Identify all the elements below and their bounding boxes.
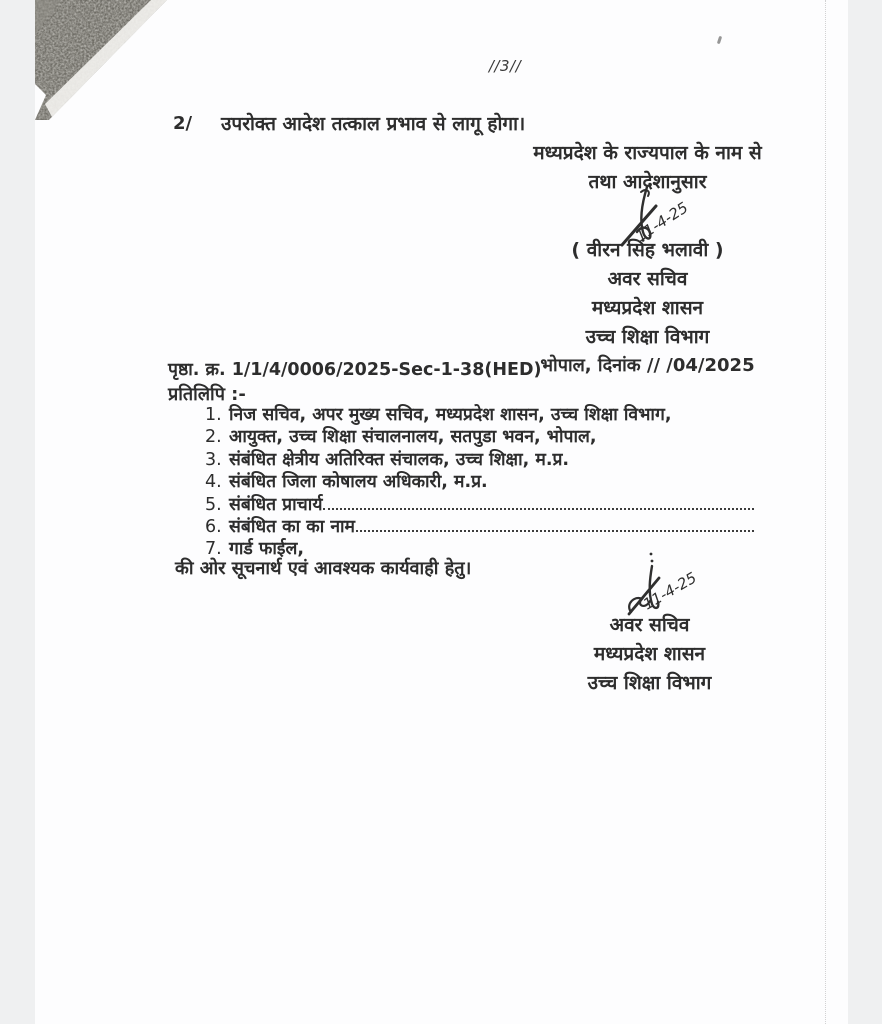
item-text: संबंधित का का नाम bbox=[229, 517, 356, 538]
item-number: 2. bbox=[205, 427, 222, 448]
list-item bbox=[205, 404, 755, 426]
scan-speck bbox=[717, 36, 722, 45]
dotted-blank-line bbox=[356, 530, 754, 532]
copy-to-list bbox=[205, 404, 755, 561]
item-text: संबंधित क्षेत्रीय अतिरिक्त संचालक, उच्च शिक्षा, म.प्र. bbox=[229, 449, 570, 470]
scan-corner-artifact bbox=[35, 0, 180, 125]
list-item bbox=[205, 426, 755, 448]
item-number: 4. bbox=[205, 472, 222, 493]
list-item bbox=[205, 494, 755, 516]
item-text: गार्ड फाईल, bbox=[229, 539, 304, 560]
clause-text: उपरोक्त आदेश तत्काल प्रभाव से लागू होगा। bbox=[221, 113, 526, 135]
list-item bbox=[205, 471, 755, 493]
reference-number: पृष्ठा. क्र. 1/1/4/0006/2025-Sec-1-38(HED) bbox=[168, 360, 542, 380]
document-page bbox=[35, 0, 848, 1024]
signatory-government: मध्यप्रदेश शासन bbox=[591, 297, 704, 319]
item-text: आयुक्त, उच्च शिक्षा संचालनालय, सतपुडा भवन, भोपाल, bbox=[229, 427, 597, 448]
signatory-designation: अवर सचिव bbox=[607, 268, 688, 290]
order-line: तथा आदेशानुसार bbox=[588, 171, 707, 193]
place-date-line: भोपाल, दिनांक // /04/2025 bbox=[540, 355, 755, 376]
item-number: 1. bbox=[205, 405, 222, 425]
copy-label: प्रतिलिपि :- bbox=[168, 384, 246, 405]
list-item bbox=[205, 516, 755, 538]
footer-government: मध्यप्रदेश शासन bbox=[593, 643, 706, 665]
item-text: निज सचिव, अपर मुख्य सचिव, मध्यप्रदेश शासन, उच्च शिक्षा विभाग, bbox=[229, 405, 672, 425]
item-text: संबंधित जिला कोषालय अधिकारी, म.प्र. bbox=[229, 472, 488, 493]
clause-number: 2/ bbox=[173, 113, 193, 134]
signature-date-handwritten: 11-4-25 bbox=[640, 568, 700, 614]
item-text: संबंधित प्राचार्य bbox=[229, 494, 323, 515]
item-number: 3. bbox=[205, 449, 222, 470]
list-item bbox=[205, 449, 755, 471]
handwritten-signature bbox=[615, 548, 735, 620]
closing-line: की ओर सूचनार्थ एवं आवश्यक कार्यवाही हेतु। bbox=[175, 558, 472, 579]
on-behalf-line: मध्यप्रदेश के राज्यपाल के नाम से bbox=[533, 142, 762, 164]
authority-signature-block bbox=[525, 140, 770, 379]
signature-date-handwritten: 11-4-25 bbox=[632, 198, 692, 246]
item-number: 5. bbox=[205, 494, 222, 515]
footer-signature-block bbox=[547, 548, 752, 696]
item-number: 6. bbox=[205, 517, 222, 538]
footer-department: उच्च शिक्षा विभाग bbox=[587, 672, 712, 694]
footer-designation: अवर सचिव bbox=[609, 614, 690, 636]
item-number: 7. bbox=[205, 539, 222, 560]
signatory-name: ( वीरन सिंह भलावी ) bbox=[571, 239, 724, 261]
dotted-blank-line bbox=[323, 508, 754, 510]
page-number: //3// bbox=[488, 57, 522, 75]
signatory-department: उच्च शिक्षा विभाग bbox=[585, 326, 710, 348]
scan-edge-noise bbox=[825, 0, 826, 1024]
